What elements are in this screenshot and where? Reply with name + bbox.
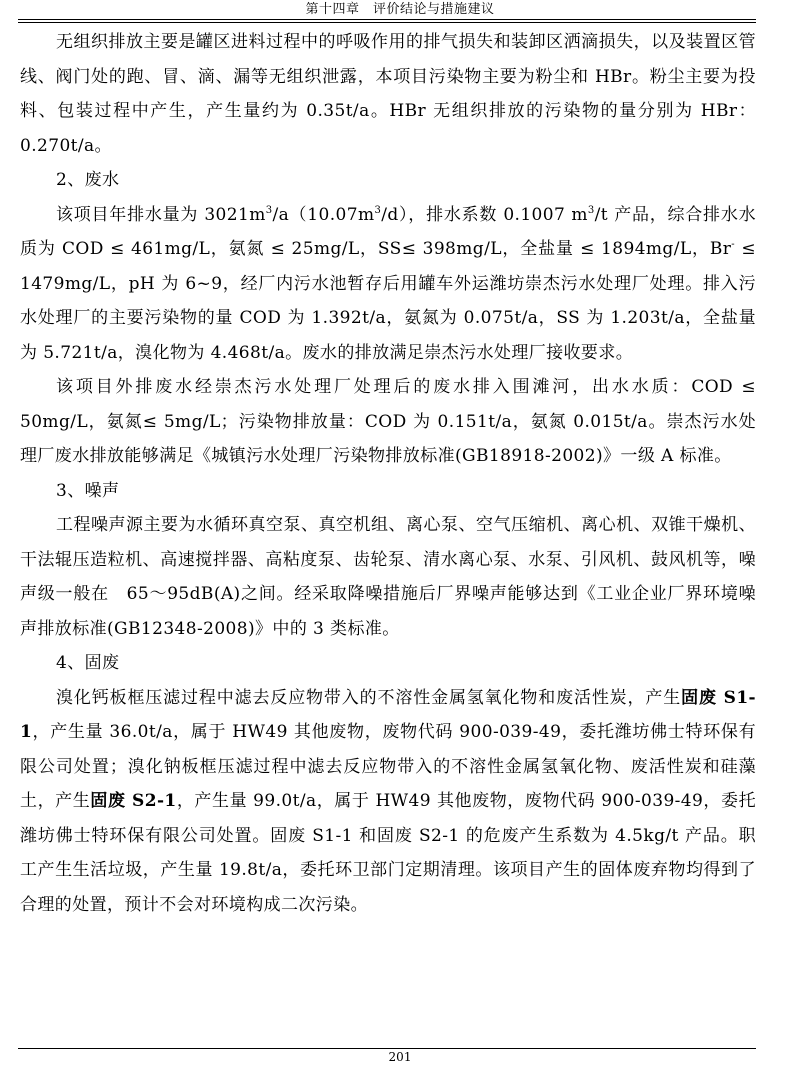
superscript: 3 [265, 204, 273, 216]
paragraph-text: 该项目外排废水经崇杰污水处理厂处理后的废水排入围滩河，出水水质：COD ≤ 50mg/L，氨氮≤ 5mg/L；污染物排放量：COD 为 0.151t/a，氨氮 0.015t/a。崇杰污水处理厂废水排放能够满足《城镇污水处理厂污染物排放标准(GB18918-2002)》一级 A 标准。 [20, 377, 756, 466]
text-segment: ，产生量 36.0t/a，属于 HW49 其他废物，废物代码 900-039-49，委托潍坊佛士特环保有限公司处置；溴化钠板框压滤过程中滤去反应物带入的不溶性金属氢氧化物、废活性炭和硅藻土，产生 [20, 722, 756, 811]
text-segment: 溴化钙板框压滤过程中滤去反应物带入的不溶性金属氢氧化物和废活性炭，产生 [56, 687, 682, 708]
text-segment: ，产生量 99.0t/a，属于 HW49 其他废物，废物代码 900-039-49，委托潍坊佛士特环保有限公司处置。固废 S1-1 和固废 S2-1 的危废产生系数为 4.5kg/t 产品。职工产生生活垃圾，产生量 19.8t/a，委托环卫部门定期清理。该项目产生的固体废弃物均得到了合理的处置，预计不会对环境构成二次污染。 [20, 791, 756, 915]
paragraph-text: 工程噪声源主要为水循环真空泵、真空机组、离心泵、空气压缩机、离心机、双锥干燥机、干法辊压造粒机、高速搅拌器、高粘度泵、齿轮泵、清水离心泵、水泵、引风机、鼓风机等，噪声级一般在 65～95dB(A)之间。经采取降噪措施后厂界噪声能够达到《工业企业厂界环境噪声排放标准(GB12348-2008)》中的 3 类标准。 [20, 515, 756, 639]
page-header-title: 第十四章 评价结论与措施建议 [305, 2, 495, 17]
paragraph-text: 无组织排放主要是罐区进料过程中的呼吸作用的排气损失和装卸区洒滴损失，以及装置区管线、阀门处的跑、冒、滴、漏等无组织泄露，本项目污染物主要为粉尘和 HBr。粉尘主要为投料、包装过程中产生，产生量约为 0.35t/a。HBr 无组织排放的污染物的量分别为 HBr：0.270t/a。 [20, 32, 756, 156]
text-segment: ≤ 1479mg/L，pH 为 6~9，经厂内污水池暂存后用罐车外运潍坊崇杰污水处理厂处理。排入污水处理厂的主要污染物的量 COD 为 1.392t/a，氨氮为 0.075t/a，SS 为 1.203t/a，全盐量为 5.721t/a，溴化物为 4.468t/a。废水的排放满足崇杰污水处理厂接收要求。 [20, 239, 756, 363]
page-number: 201 [388, 1050, 412, 1064]
section-heading-wastewater: 2、废水 [56, 170, 120, 190]
text-segment: /d），排水系数 0.1007 m [381, 204, 588, 225]
paragraph-noise [20, 508, 756, 646]
bold-term-s1-1: 固废 S1-1 [20, 687, 757, 742]
header-rule-bottom [18, 22, 756, 23]
paragraph-solid-waste [20, 681, 756, 923]
footer-rule [18, 1048, 756, 1049]
body-content [20, 25, 756, 922]
paragraph-fugitive-emissions [20, 25, 756, 163]
paragraph-wastewater-quality [20, 198, 756, 371]
text-segment: /t 产品，综合排水水质为 COD ≤ 461mg/L，氨氮 ≤ 25mg/L，SS≤ 398mg/L，全盐量 ≤ 1894mg/L，Br [20, 204, 756, 259]
superscript: 3 [374, 204, 382, 216]
text-segment: 该项目年排水量为 3021m [56, 204, 266, 225]
section-heading-solid-waste: 4、固废 [56, 653, 120, 673]
superscript: 3 [587, 204, 595, 216]
superscript: - [731, 239, 736, 250]
section-heading-noise: 3、噪声 [56, 480, 120, 501]
bold-term-s2-1: 固废 S2-1 [90, 791, 177, 811]
text-segment: /a（10.07m [272, 204, 375, 225]
paragraph-wastewater-discharge [20, 370, 756, 474]
header-rule-top [18, 19, 756, 20]
